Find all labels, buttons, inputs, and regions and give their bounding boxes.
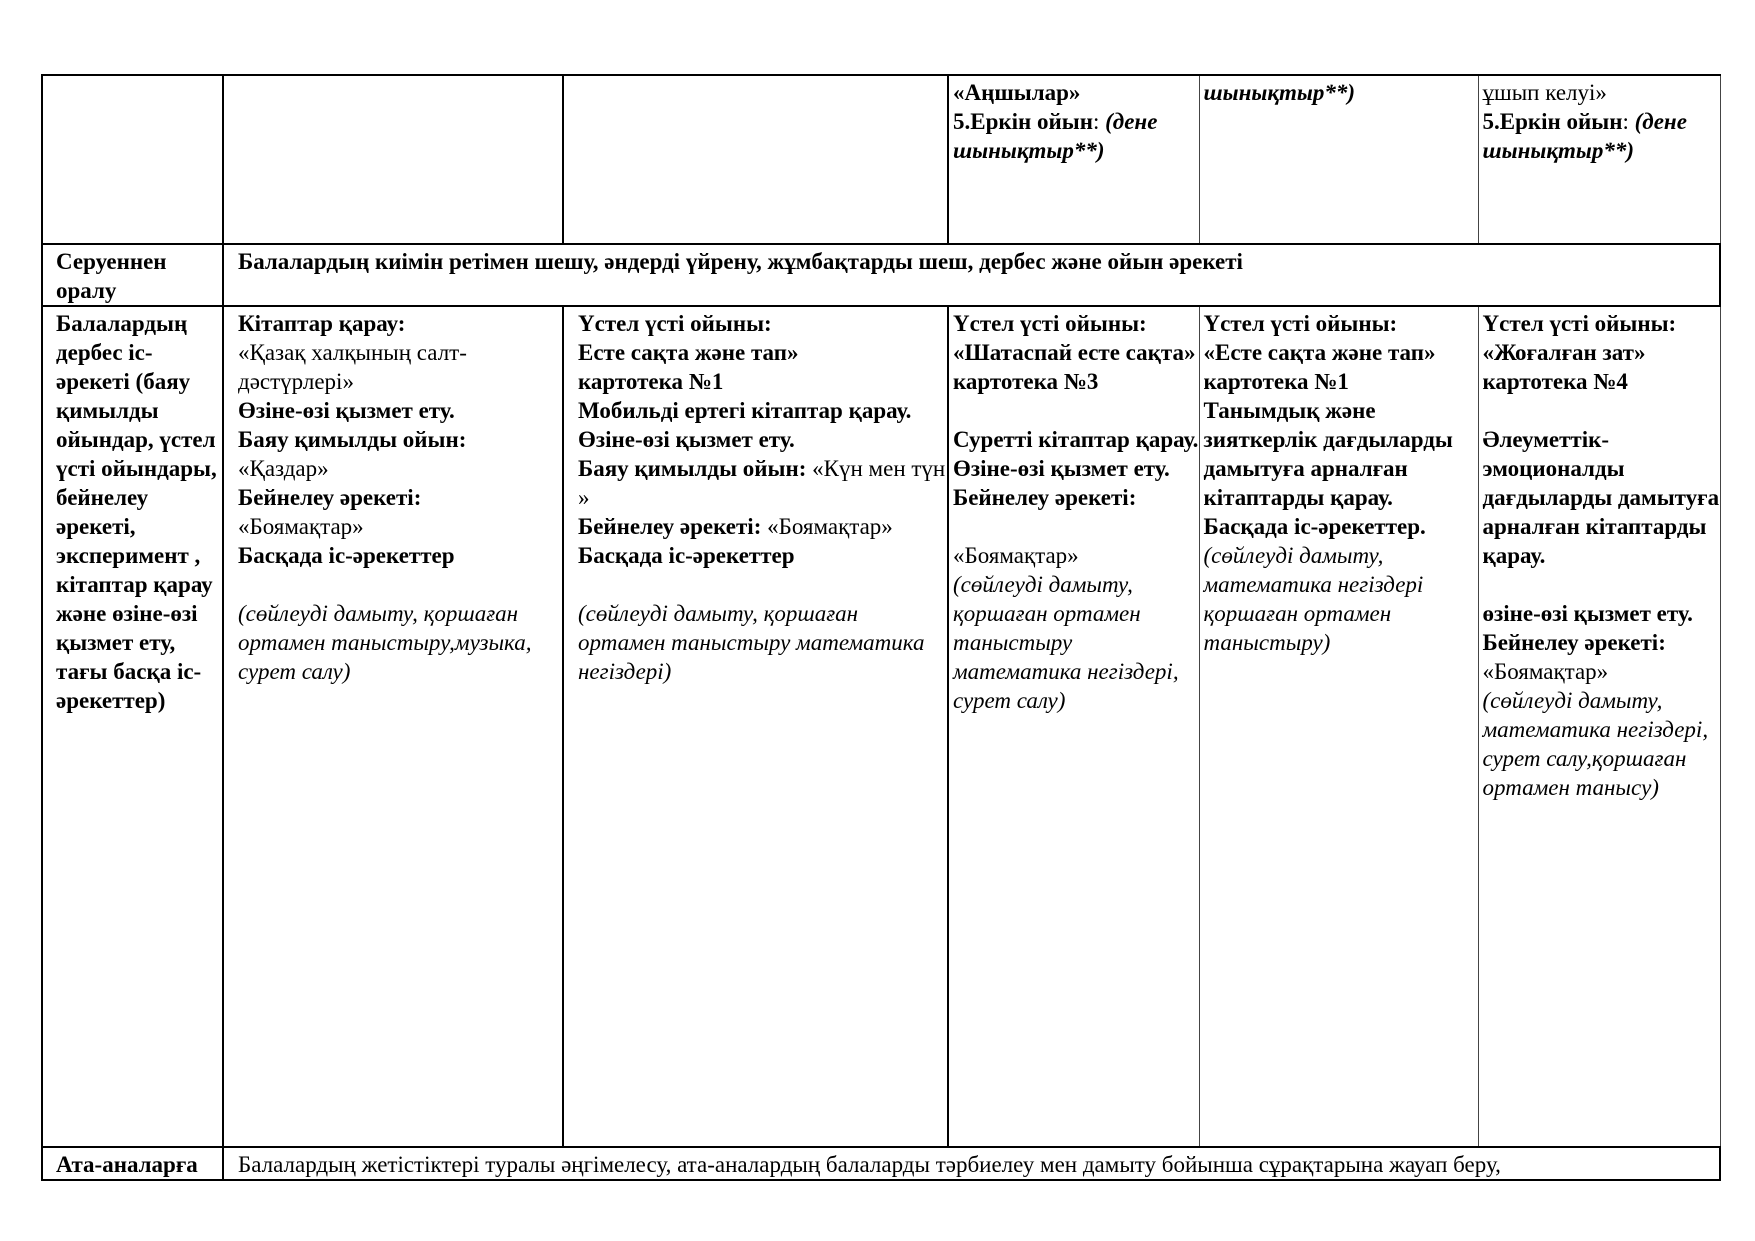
activity-heading: Танымдық және зияткерлік дағдыларды дамытуға арналған кітаптарды қарау.: [1203, 398, 1453, 510]
activity-heading: Әлеуметтік-эмоционалды дағдыларды дамытуға арналған кітаптарды қарау.: [1482, 427, 1720, 568]
activity-heading: Үстел үсті ойыны:: [1203, 311, 1398, 336]
game-title: ұшып келуі»: [1482, 80, 1607, 105]
row-label: Серуеннен оралу: [42, 244, 223, 306]
activity-heading: Баяу қимылды ойын:: [578, 456, 813, 481]
activity-text: «Қазақ халқының салт-дәстүрлері»: [238, 340, 467, 394]
cell-empty: [223, 75, 563, 244]
activity-heading: Басқада іс-әрекеттер: [238, 543, 455, 568]
free-play-note: шынықтыр**): [1203, 80, 1356, 105]
game-title: «Аңшылар»: [953, 80, 1081, 105]
cell-empty: [42, 75, 223, 244]
activity-heading: картотека №3: [953, 369, 1099, 394]
activity-heading: Мобильді ертегі кітаптар қарау.: [578, 398, 912, 423]
activity-note: (сөйлеуді дамыту, қоршаған ортамен таныстыру математика негіздері, сурет салу): [953, 572, 1179, 713]
row-content: Балалардың жетістіктері туралы әңгімелесу, ата-аналардың балаларды тәрбиелеу мен дамыту бойынша сұрақтарына жауап беру,: [223, 1147, 1720, 1180]
activity-text: «Боямақтар»: [1482, 659, 1609, 684]
activity-heading: картотека №1: [578, 369, 724, 394]
row-label: Ата-аналарға: [42, 1147, 223, 1180]
activity-heading: Өзіне-өзі қызмет ету.: [953, 456, 1170, 481]
activity-text: «Күн мен түн »: [578, 456, 946, 510]
cell-fri: [1478, 306, 1720, 1147]
activity-heading: Үстел үсті ойыны:: [1482, 311, 1677, 336]
activity-text: «Қаздар»: [238, 456, 329, 481]
activity-heading: Кітаптар қарау:: [238, 311, 406, 336]
activity-heading: Есте сақта және тап»: [578, 340, 799, 365]
row-parents: [42, 1147, 1720, 1180]
cell-mon: [223, 306, 563, 1147]
activity-heading: өзіне-өзі қызмет ету.: [1482, 601, 1693, 626]
cell-fri: ұшып келуі» 5.Еркін ойын: (дене шынықтыр**): [1478, 75, 1720, 244]
schedule-table: [41, 74, 1721, 1181]
free-play-label: 5.Еркін ойын: [1482, 109, 1623, 134]
activity-text: «Боямақтар»: [953, 543, 1079, 568]
activity-note: (сөйлеуді дамыту, математика негіздері қоршаған ортамен таныстыру): [1203, 543, 1424, 655]
activity-heading: Бейнелеу әрекеті:: [1482, 630, 1666, 655]
activity-heading: картотека №1: [1203, 369, 1349, 394]
activity-note: (сөйлеуді дамыту, қоршаған ортамен таныстыру,музыка, сурет салу): [238, 601, 532, 684]
activity-heading: Баяу қимылды ойын:: [238, 427, 467, 452]
activity-heading: Бейнелеу әрекеті:: [238, 485, 422, 510]
row-label: Балалардың дербес іс-әрекеті (баяу қимылды ойындар, үстел үсті ойындары, бейнелеу әрекеті, эксперимент , кітаптар қарау және өзіне-өзі қызмет ету, тағы басқа іс-әрекеттер): [42, 306, 223, 1147]
free-play-note: шынықтыр**): [953, 138, 1105, 163]
row-continuation: [42, 75, 1720, 244]
activity-heading: Бейнелеу әрекеті:: [578, 514, 768, 539]
cell-empty: [563, 75, 948, 244]
activity-heading: Үстел үсті ойыны:: [578, 311, 772, 336]
activity-heading: Басқада іс-әрекеттер: [578, 543, 795, 568]
activity-heading: Өзіне-өзі қызмет ету.: [578, 427, 795, 452]
cell-thu: [1199, 306, 1478, 1147]
free-play-label: 5.Еркін ойын: [953, 109, 1093, 134]
activity-heading: Өзіне-өзі қызмет ету.: [238, 398, 455, 423]
cell-wed: «Аңшылар» 5.Еркін ойын: (дене шынықтыр**): [948, 75, 1199, 244]
activity-heading: Басқада іс-әрекеттер.: [1203, 514, 1426, 539]
activity-text: «Боямақтар»: [238, 514, 364, 539]
row-independent-activity: [42, 306, 1720, 1147]
activity-heading: картотека №4: [1482, 369, 1628, 394]
activity-text: «Боямақтар»: [767, 514, 893, 539]
activity-heading: Үстел үсті ойыны:: [953, 311, 1147, 336]
row-content: Балалардың киімін ретімен шешу, әндерді үйрену, жұмбақтарды шеш, дербес және ойын әрекеті: [223, 244, 1720, 306]
activity-note: (сөйлеуді дамыту, математика негіздері, сурет салу,қоршаған ортамен танысу): [1482, 688, 1709, 800]
activity-heading: «Шатаспай есте сақта»: [953, 340, 1196, 365]
activity-heading: Суретті кітаптар қарау.: [953, 427, 1199, 452]
cell-thu: [1199, 75, 1478, 244]
cell-tue: [563, 306, 948, 1147]
cell-wed: [948, 306, 1199, 1147]
activity-heading: Бейнелеу әрекеті:: [953, 485, 1137, 510]
activity-heading: «Есте сақта және тап»: [1203, 340, 1436, 365]
activity-heading: «Жоғалған зат»: [1482, 340, 1646, 365]
activity-note: (сөйлеуді дамыту, қоршаған ортамен таныстыру математика негіздері): [578, 601, 925, 684]
row-return-from-walk: [42, 244, 1720, 306]
free-play-note: шынықтыр**): [1482, 138, 1635, 163]
